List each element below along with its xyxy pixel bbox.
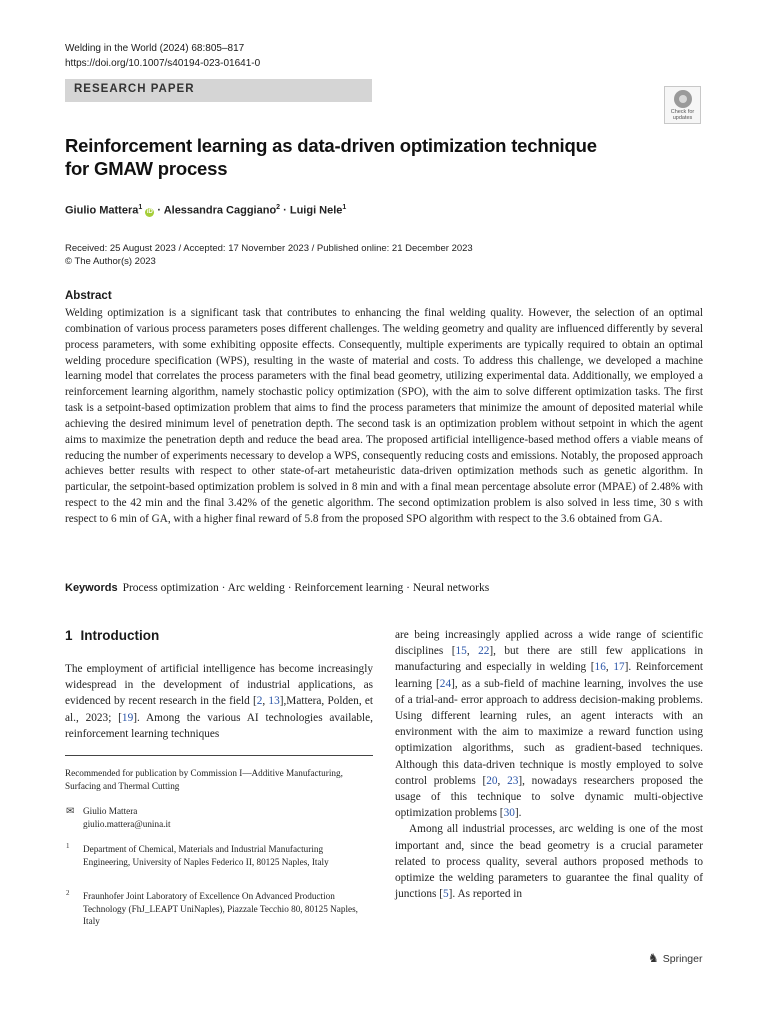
contact-email[interactable]: giulio.mattera@unina.it	[83, 818, 171, 829]
citation-link[interactable]: 16	[594, 661, 606, 674]
doi-link[interactable]: https://doi.org/10.1007/s40194-023-01641-0	[65, 58, 261, 69]
citation-link[interactable]: 19	[121, 711, 134, 724]
citation-link[interactable]: 20	[486, 774, 498, 787]
affiliation-number: 2	[66, 889, 70, 897]
author-affiliation-mark: 1	[138, 204, 143, 211]
journal-citation: Welding in the World (2024) 68:805–817	[65, 43, 245, 54]
citation-link[interactable]: 5	[443, 888, 449, 901]
journal-header	[65, 41, 260, 71]
keywords-list: Process optimization · Arc welding · Reinforcement learning · Neural networks	[122, 582, 490, 594]
citation-link[interactable]: 30	[503, 807, 515, 820]
title-line-2: for GMAW process	[65, 158, 228, 179]
author-name[interactable]: Giulio Mattera	[65, 204, 139, 217]
citation-link[interactable]: 15	[455, 645, 467, 658]
citation-link[interactable]: 22	[478, 645, 490, 658]
abstract-heading: Abstract	[65, 290, 112, 302]
section-number: 1	[65, 628, 73, 643]
crossmark-text: Check for updates	[670, 109, 695, 121]
mail-icon: ✉	[66, 806, 75, 817]
citation-link[interactable]: 13	[268, 695, 280, 708]
copyright: © The Author(s) 2023	[65, 256, 156, 267]
check-for-updates-badge[interactable]	[664, 86, 701, 124]
paper-type-band	[65, 79, 372, 102]
citation-link[interactable]: 23	[507, 774, 519, 787]
keywords-label: Keywords	[65, 582, 118, 594]
affiliation-1: Department of Chemical, Materials and Industrial Manufacturing Engineering, University of Naples Federico II, 80125 Naples, Italy	[83, 844, 329, 867]
title-line-1: Reinforcement learning as data-driven optimization technique	[65, 135, 597, 156]
footnote-divider	[65, 755, 373, 756]
author-separator: ·	[154, 204, 164, 217]
corresponding-author	[83, 805, 171, 830]
author-separator: ·	[280, 204, 290, 217]
publisher-name: Springer	[662, 953, 703, 965]
section-heading	[65, 628, 159, 643]
author-affiliation-mark: 2	[276, 204, 281, 211]
recommendation-note: Recommended for publication by Commission I—Additive Manufacturing, Surfacing and Thermal Cutting	[65, 768, 343, 791]
author-affiliation-mark: 1	[342, 204, 347, 211]
author-name[interactable]: Alessandra Caggiano	[163, 204, 277, 217]
springer-horse-icon: ♞	[648, 951, 659, 965]
citation-link[interactable]: 17	[613, 661, 625, 674]
orcid-icon[interactable]: iD	[146, 208, 153, 215]
section-title: Introduction	[80, 628, 160, 643]
citation-link[interactable]: 2	[256, 695, 263, 708]
paper-title	[65, 134, 625, 180]
affiliation-number: 1	[66, 842, 70, 850]
publication-dates	[65, 242, 473, 268]
abstract-body: Welding optimization is a significant task that contributes to enhancing the final welding quality. However, the selection of an optimal combination of various process parameters poses different challenges. The welding geometry and quality are influenced differently by several process parameters, with some exhibiting opposite effects. Consequently, multiple experiments are typically required to obtain an optimal welding procedure specification (WPS), resulting in the waste of material and costs. To address this challenge, we developed a machine learning model that correlates the process parameters with the final bead geometry, utilizing experimental data. Additionally, we employed a reinforcement learning algorithm, namely stochastic policy optimization (SPO), with the aim to solve different optimization tasks. The first task is a setpoint-based optimization problem that aims to find the process parameters that minimize the amount of deposited material while achieving the desired minimum level of penetration depth. The second task is an optimization problem without setpoint in which the agent aims to maximize the penetration depth and reduce the bead area. The proposed artificial intelligence-based method offers a viable means of reducing the number of experiments necessary to develop a WPS, consequently reducing costs and emissions. Notably, the proposed approach achieves better results with respect to other state-of-art metaheuristic data-driven optimization methods such as genetic algorithm. In particular, the setpoint-based optimization problem is solved in 8 min and with a final mean percentage absolute error (MPAE) of 2.48% with respect to the 42 min and the final 3.42% of the genetic algorithm. The second optimization problem is also solved in less time, 30 s with respect to 6 min of GA, with a higher final reward of 5.8 from the proposed SPO algorithm with respect to the 3.6 obtained from GA.	[65, 307, 703, 525]
intro-left-paragraph: The employment of artificial intelligence has become increasingly widespread in the development of industrial applications, as evidenced by recent research in the field [2, 13],Mattera, Polden, et al., 2023; [19]. Among the various AI technologies available, reinforcement learning techniques	[65, 663, 374, 740]
citation-link[interactable]: 24	[439, 677, 452, 690]
author-name[interactable]: Luigi Nele	[289, 204, 343, 217]
crossmark-icon	[674, 90, 692, 108]
paper-type-label: RESEARCH PAPER	[74, 83, 195, 95]
history-dates: Received: 25 August 2023 / Accepted: 17 November 2023 / Published online: 21 December 2023	[65, 243, 473, 254]
intro-right-paragraph-2: Among all industrial processes, arc welding is one of the most important and, since the bead geometry is a crucial parameter related to process quality, several authors proposed methods to optimize the welding parameters to guarantee the final quality of junctions [5]. As reported in	[395, 823, 703, 901]
affiliation-2: Fraunhofer Joint Laboratory of Excellence On Advanced Production Technology (FhJ_LEAPT UniNaples), Piazzale Tecchio 80, 80125 Naples, Italy	[83, 891, 358, 927]
author-list	[65, 204, 346, 217]
intro-right-paragraph-1: are being increasingly applied across a wide range of scientific disciplines [15, 22], but there are still few applications in manufacturing and especially in welding [16, 17]. Reinforcement learning [24], as a sub-field of machine learning, involves the use of a trial-and- error approach to address decision-making problems. Using different learning rules, an agent interacts with an environment with the aim to maximize a reward function using optimization algorithms, such as gradient-based techniques. Although this data-driven technique is mostly employed to solve control problems [20, 23], nowadays researchers proposed the usage of this technique to solve dynamic multi-objective optimization problems [30].	[395, 629, 704, 820]
contact-name: Giulio Mattera	[83, 806, 138, 816]
intro-right-column	[395, 627, 703, 902]
publisher-logo	[648, 951, 702, 965]
keywords-line	[65, 582, 489, 594]
